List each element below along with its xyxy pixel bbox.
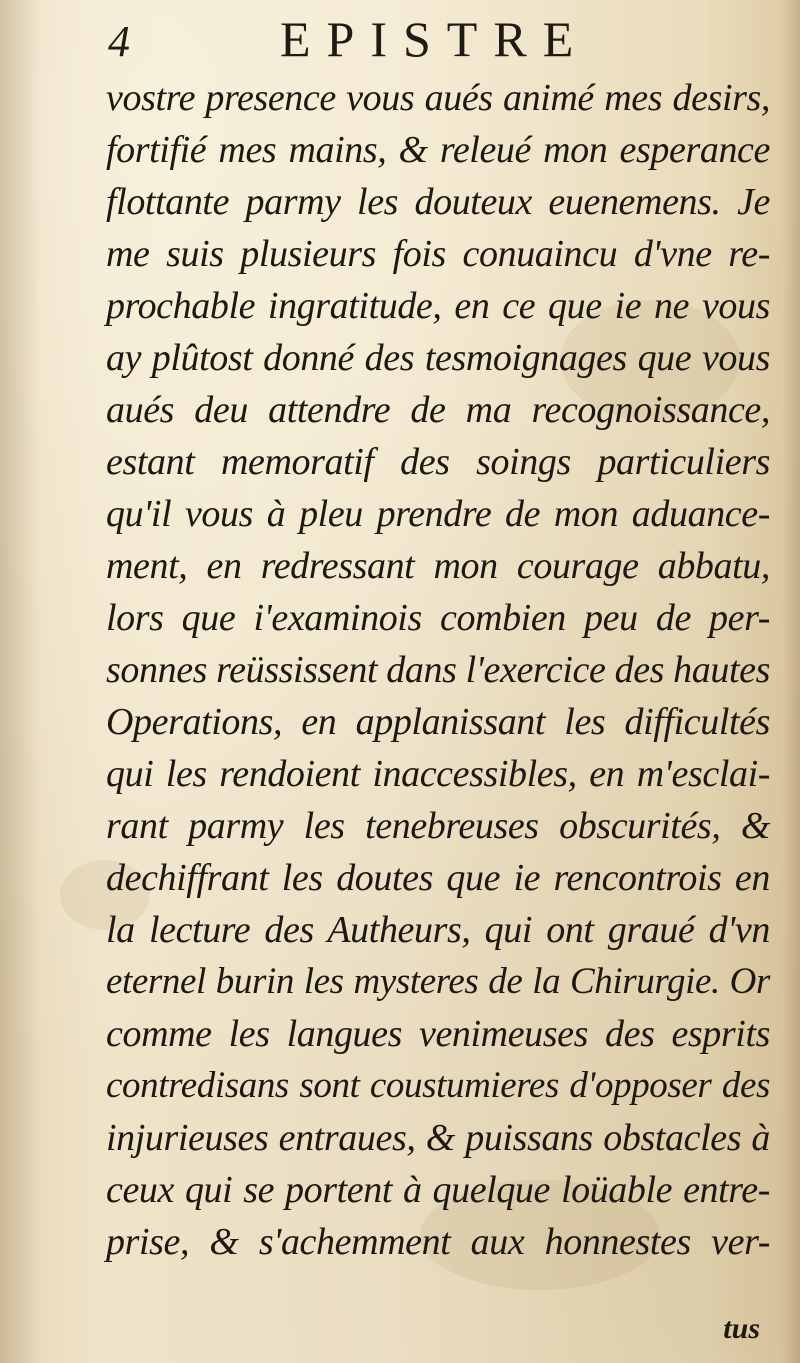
text-line: la lecture des Autheurs, qui ont graué d'vn — [106, 909, 770, 951]
running-head-title: EPISTRE — [280, 11, 590, 67]
text-line: ay plûtost donné des tesmoignages que vous — [106, 337, 770, 379]
text-line: flottante parmy les douteux euenemens. Je — [106, 181, 770, 223]
text-line: vostre presence vous aués animé mes desirs, — [106, 77, 770, 119]
text-line: ment, en redressant mon courage abbatu, — [106, 545, 770, 587]
text-line: sonnes reüssissent dans l'exercice des hautes — [106, 649, 770, 691]
catchword: tus — [723, 1312, 760, 1345]
text-line: eternel burin les mysteres de la Chirurgie. Or — [106, 961, 770, 1002]
text-block — [106, 72, 770, 1268]
text-line: lors que i'examinois combien peu de per- — [106, 597, 770, 639]
text-line: qui les rendoient inaccessibles, en m'esclai- — [106, 753, 770, 795]
text-line: ceux qui se portent à quelque loüable entre- — [106, 1169, 770, 1211]
text-line: prise, & s'achemment aux honnestes ver- — [106, 1221, 770, 1263]
text-line: injurieuses entraues, & puissans obstacles à — [106, 1117, 770, 1159]
text-line: qu'il vous à pleu prendre de mon aduance- — [106, 493, 770, 535]
page-number: 4 — [108, 17, 130, 66]
page-edge-shadow — [782, 0, 800, 1363]
text-line: fortifié mes mains, & releué mon esperance — [106, 129, 770, 171]
running-head — [108, 10, 668, 78]
text-line: dechiffrant les doutes que ie rencontrois en — [106, 857, 770, 899]
text-line: estant memoratif des soings particuliers — [106, 441, 770, 483]
text-line: rant parmy les tenebreuses obscurités, & — [106, 805, 770, 847]
text-line: prochable ingratitude, en ce que ie ne vous — [106, 285, 770, 327]
text-line: Operations, en applanissant les difficultés — [106, 701, 770, 743]
text-line: comme les langues venimeuses des esprits — [106, 1013, 770, 1055]
text-line: aués deu attendre de ma recognoissance, — [106, 389, 770, 431]
text-line: contredisans sont coustumieres d'opposer des — [106, 1065, 770, 1106]
gutter-shadow — [0, 0, 40, 1363]
text-line: me suis plusieurs fois conuaincu d'vne re- — [106, 233, 770, 275]
